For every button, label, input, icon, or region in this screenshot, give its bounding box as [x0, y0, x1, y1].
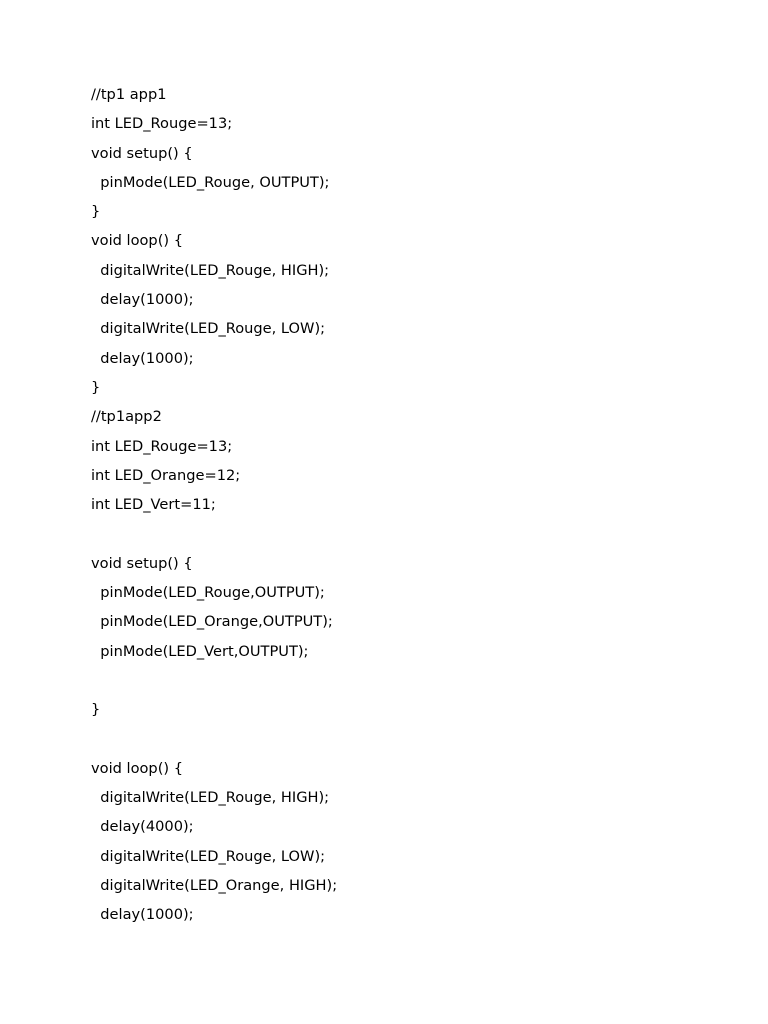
code-line: int LED_Rouge=13; — [91, 437, 233, 455]
code-line: } — [91, 701, 101, 719]
code-line: delay(1000); — [91, 349, 194, 367]
code-line: int LED_Rouge=13; — [91, 115, 233, 133]
code-line: delay(1000); — [91, 291, 194, 309]
code-line: pinMode(LED_Rouge, OUTPUT); — [91, 173, 330, 191]
blank-line — [91, 725, 337, 754]
code-line: delay(1000); — [91, 906, 194, 924]
code-line: int LED_Vert=11; — [91, 496, 216, 514]
code-line: //tp1 app1 — [91, 86, 167, 103]
code-line: digitalWrite(LED_Rouge, LOW); — [91, 847, 326, 865]
code-line: digitalWrite(LED_Orange, HIGH); — [91, 877, 338, 895]
code-line: } — [91, 203, 101, 221]
blank-line — [91, 666, 337, 695]
blank-line — [91, 519, 337, 548]
code-line: void setup() { — [91, 554, 193, 572]
code-line: void setup() { — [91, 144, 193, 162]
code-line: delay(4000); — [91, 818, 194, 836]
code-line: void loop() { — [91, 759, 184, 777]
code-line: pinMode(LED_Rouge,OUTPUT); — [91, 584, 325, 602]
code-line: digitalWrite(LED_Rouge, LOW); — [91, 320, 326, 338]
code-line: //tp1app2 — [91, 408, 162, 426]
code-listing — [91, 80, 337, 930]
code-line: digitalWrite(LED_Rouge, HIGH); — [91, 789, 330, 807]
code-line: } — [91, 378, 101, 396]
code-line: pinMode(LED_Vert,OUTPUT); — [91, 642, 309, 660]
code-line: int LED_Orange=12; — [91, 466, 241, 484]
code-line: pinMode(LED_Orange,OUTPUT); — [91, 613, 333, 631]
code-line: digitalWrite(LED_Rouge, HIGH); — [91, 261, 330, 279]
code-line: void loop() { — [91, 232, 184, 250]
